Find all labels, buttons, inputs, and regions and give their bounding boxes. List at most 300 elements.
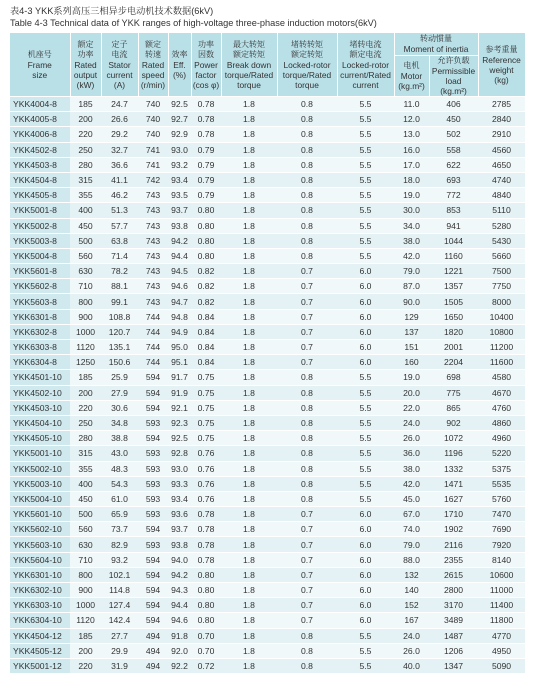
cell-locked-rotor-current-ratio: 5.5 <box>337 385 394 400</box>
cell-power-factor: 0.75 <box>191 415 221 430</box>
table-row <box>10 233 525 248</box>
cell-rated-speed: 594 <box>138 385 168 400</box>
cell-rated-speed: 594 <box>138 552 168 567</box>
cell-motor-inertia: 16.0 <box>394 142 429 157</box>
cell-locked-rotor-current-ratio: 5.5 <box>337 248 394 263</box>
cell-stator-current: 36.6 <box>101 157 138 172</box>
cell-breakdown-ratio: 1.8 <box>221 522 277 537</box>
cell-power-factor: 0.75 <box>191 400 221 415</box>
cell-permissible-load-inertia: 450 <box>429 112 478 127</box>
cell-efficiency: 92.5 <box>168 97 191 112</box>
cell-reference-weight: 11200 <box>478 340 525 355</box>
cell-stator-current: 48.3 <box>101 461 138 476</box>
cell-reference-weight: 7690 <box>478 522 525 537</box>
cell-breakdown-ratio: 1.8 <box>221 507 277 522</box>
cell-power-factor: 0.76 <box>191 461 221 476</box>
cell-breakdown-ratio: 1.8 <box>221 461 277 476</box>
cell-reference-weight: 7500 <box>478 264 525 279</box>
cell-locked-rotor-torque-ratio: 0.8 <box>277 218 337 233</box>
table-row <box>10 97 525 112</box>
cell-locked-rotor-current-ratio: 5.5 <box>337 233 394 248</box>
cell-stator-current: 71.4 <box>101 248 138 263</box>
cell-rated-output: 250 <box>70 415 101 430</box>
cell-locked-rotor-current-ratio: 5.5 <box>337 188 394 203</box>
table-row <box>10 628 525 643</box>
cell-reference-weight: 10600 <box>478 567 525 582</box>
cell-rated-speed: 743 <box>138 218 168 233</box>
cell-power-factor: 0.70 <box>191 643 221 658</box>
cell-stator-current: 27.7 <box>101 628 138 643</box>
cell-motor-inertia: 11.0 <box>394 97 429 112</box>
cell-motor-inertia: 20.0 <box>394 385 429 400</box>
cell-reference-weight: 7920 <box>478 537 525 552</box>
cell-breakdown-ratio: 1.8 <box>221 355 277 370</box>
cell-locked-rotor-torque-ratio: 0.7 <box>277 264 337 279</box>
cell-motor-inertia: 38.0 <box>394 233 429 248</box>
cell-stator-current: 29.9 <box>101 643 138 658</box>
cell-reference-weight: 4760 <box>478 400 525 415</box>
cell-frame-size: YKK6301-10 <box>10 567 70 582</box>
cell-frame-size: YKK5003-10 <box>10 476 70 491</box>
cell-frame-size: YKK5004-10 <box>10 491 70 506</box>
cell-breakdown-ratio: 1.8 <box>221 628 277 643</box>
cell-permissible-load-inertia: 865 <box>429 400 478 415</box>
cell-locked-rotor-current-ratio: 5.5 <box>337 157 394 172</box>
table-row <box>10 461 525 476</box>
cell-rated-speed: 594 <box>138 598 168 613</box>
cell-breakdown-ratio: 1.8 <box>221 491 277 506</box>
cell-permissible-load-inertia: 1357 <box>429 279 478 294</box>
cell-breakdown-ratio: 1.8 <box>221 613 277 628</box>
cell-efficiency: 94.3 <box>168 583 191 598</box>
cell-locked-rotor-torque-ratio: 0.8 <box>277 431 337 446</box>
cell-breakdown-ratio: 1.8 <box>221 233 277 248</box>
table-row <box>10 583 525 598</box>
cell-stator-current: 54.3 <box>101 476 138 491</box>
cell-rated-output: 200 <box>70 643 101 658</box>
table-row <box>10 567 525 582</box>
cell-rated-speed: 741 <box>138 157 168 172</box>
cell-permissible-load-inertia: 406 <box>429 97 478 112</box>
cell-locked-rotor-torque-ratio: 0.8 <box>277 142 337 157</box>
cell-reference-weight: 7750 <box>478 279 525 294</box>
cell-motor-inertia: 42.0 <box>394 476 429 491</box>
cell-locked-rotor-current-ratio: 5.5 <box>337 446 394 461</box>
cell-locked-rotor-current-ratio: 6.0 <box>337 567 394 582</box>
cell-permissible-load-inertia: 1627 <box>429 491 478 506</box>
cell-locked-rotor-current-ratio: 6.0 <box>337 613 394 628</box>
table-row <box>10 127 525 142</box>
cell-rated-output: 560 <box>70 248 101 263</box>
table-row <box>10 112 525 127</box>
cell-locked-rotor-current-ratio: 5.5 <box>337 628 394 643</box>
cell-breakdown-ratio: 1.8 <box>221 248 277 263</box>
cell-frame-size: YKK5001-10 <box>10 446 70 461</box>
cell-rated-output: 400 <box>70 476 101 491</box>
cell-reference-weight: 5090 <box>478 658 525 673</box>
cell-breakdown-ratio: 1.8 <box>221 203 277 218</box>
table-row <box>10 491 525 506</box>
cell-efficiency: 94.6 <box>168 613 191 628</box>
cell-reference-weight: 5375 <box>478 461 525 476</box>
cell-rated-speed: 593 <box>138 415 168 430</box>
cell-breakdown-ratio: 1.8 <box>221 324 277 339</box>
cell-permissible-load-inertia: 3170 <box>429 598 478 613</box>
cell-rated-output: 800 <box>70 567 101 582</box>
cell-frame-size: YKK4004-8 <box>10 97 70 112</box>
cell-frame-size: YKK4005-8 <box>10 112 70 127</box>
cell-stator-current: 99.1 <box>101 294 138 309</box>
table-row <box>10 598 525 613</box>
cell-motor-inertia: 45.0 <box>394 491 429 506</box>
cell-efficiency: 93.0 <box>168 461 191 476</box>
cell-efficiency: 93.5 <box>168 188 191 203</box>
cell-frame-size: YKK6303-8 <box>10 340 70 355</box>
table-row <box>10 370 525 385</box>
cell-stator-current: 38.8 <box>101 431 138 446</box>
cell-power-factor: 0.76 <box>191 446 221 461</box>
cell-reference-weight: 10400 <box>478 309 525 324</box>
table-row <box>10 248 525 263</box>
cell-power-factor: 0.78 <box>191 552 221 567</box>
cell-frame-size: YKK5602-8 <box>10 279 70 294</box>
cell-locked-rotor-current-ratio: 6.0 <box>337 324 394 339</box>
cell-stator-current: 26.6 <box>101 112 138 127</box>
cell-permissible-load-inertia: 693 <box>429 172 478 187</box>
cell-locked-rotor-torque-ratio: 0.8 <box>277 172 337 187</box>
cell-motor-inertia: 90.0 <box>394 294 429 309</box>
cell-frame-size: YKK4504-8 <box>10 172 70 187</box>
cell-reference-weight: 4770 <box>478 628 525 643</box>
cell-frame-size: YKK5004-8 <box>10 248 70 263</box>
cell-frame-size: YKK6304-10 <box>10 613 70 628</box>
header-efficiency: 效率 Eff. (%) <box>168 33 191 97</box>
cell-rated-speed: 743 <box>138 264 168 279</box>
cell-power-factor: 0.82 <box>191 294 221 309</box>
cell-motor-inertia: 19.0 <box>394 188 429 203</box>
cell-frame-size: YKK6304-8 <box>10 355 70 370</box>
cell-efficiency: 94.9 <box>168 324 191 339</box>
cell-reference-weight: 5535 <box>478 476 525 491</box>
cell-rated-speed: 742 <box>138 172 168 187</box>
cell-efficiency: 92.5 <box>168 431 191 446</box>
cell-frame-size: YKK4505-12 <box>10 643 70 658</box>
cell-motor-inertia: 160 <box>394 355 429 370</box>
cell-rated-speed: 494 <box>138 643 168 658</box>
cell-stator-current: 30.6 <box>101 400 138 415</box>
cell-locked-rotor-torque-ratio: 0.8 <box>277 157 337 172</box>
cell-stator-current: 43.0 <box>101 446 138 461</box>
cell-reference-weight: 4670 <box>478 385 525 400</box>
cell-locked-rotor-current-ratio: 5.5 <box>337 491 394 506</box>
cell-locked-rotor-torque-ratio: 0.8 <box>277 461 337 476</box>
cell-locked-rotor-current-ratio: 5.5 <box>337 431 394 446</box>
cell-locked-rotor-current-ratio: 5.5 <box>337 97 394 112</box>
cell-stator-current: 41.1 <box>101 172 138 187</box>
cell-motor-inertia: 34.0 <box>394 218 429 233</box>
table-row <box>10 203 525 218</box>
cell-efficiency: 91.9 <box>168 385 191 400</box>
table-row <box>10 552 525 567</box>
cell-locked-rotor-current-ratio: 5.5 <box>337 142 394 157</box>
cell-locked-rotor-torque-ratio: 0.7 <box>277 355 337 370</box>
cell-motor-inertia: 22.0 <box>394 400 429 415</box>
cell-breakdown-ratio: 1.8 <box>221 567 277 582</box>
cell-frame-size: YKK4503-8 <box>10 157 70 172</box>
cell-locked-rotor-current-ratio: 5.5 <box>337 218 394 233</box>
cell-efficiency: 92.3 <box>168 415 191 430</box>
table-row <box>10 279 525 294</box>
cell-rated-output: 1250 <box>70 355 101 370</box>
cell-breakdown-ratio: 1.8 <box>221 142 277 157</box>
cell-locked-rotor-torque-ratio: 0.7 <box>277 598 337 613</box>
cell-reference-weight: 4960 <box>478 431 525 446</box>
cell-reference-weight: 4580 <box>478 370 525 385</box>
cell-stator-current: 127.4 <box>101 598 138 613</box>
table-row <box>10 643 525 658</box>
cell-permissible-load-inertia: 1650 <box>429 309 478 324</box>
cell-power-factor: 0.72 <box>191 658 221 673</box>
cell-stator-current: 88.1 <box>101 279 138 294</box>
cell-locked-rotor-current-ratio: 6.0 <box>337 522 394 537</box>
cell-efficiency: 92.0 <box>168 643 191 658</box>
cell-frame-size: YKK5601-10 <box>10 507 70 522</box>
cell-reference-weight: 2785 <box>478 97 525 112</box>
cell-motor-inertia: 140 <box>394 583 429 598</box>
cell-permissible-load-inertia: 1206 <box>429 643 478 658</box>
cell-rated-output: 450 <box>70 218 101 233</box>
technical-data-table <box>10 33 526 674</box>
cell-power-factor: 0.80 <box>191 567 221 582</box>
cell-frame-size: YKK5003-8 <box>10 233 70 248</box>
cell-locked-rotor-torque-ratio: 0.8 <box>277 628 337 643</box>
cell-locked-rotor-current-ratio: 5.5 <box>337 415 394 430</box>
cell-rated-speed: 593 <box>138 476 168 491</box>
cell-locked-rotor-torque-ratio: 0.8 <box>277 248 337 263</box>
cell-locked-rotor-current-ratio: 6.0 <box>337 309 394 324</box>
cell-breakdown-ratio: 1.8 <box>221 97 277 112</box>
cell-frame-size: YKK5601-8 <box>10 264 70 279</box>
cell-efficiency: 93.0 <box>168 142 191 157</box>
header-reference-weight: 参考重量 Reference weight (kg) <box>478 33 525 97</box>
cell-rated-output: 220 <box>70 400 101 415</box>
cell-motor-inertia: 18.0 <box>394 172 429 187</box>
cell-rated-output: 280 <box>70 157 101 172</box>
cell-permissible-load-inertia: 853 <box>429 203 478 218</box>
cell-breakdown-ratio: 1.8 <box>221 415 277 430</box>
cell-rated-speed: 593 <box>138 537 168 552</box>
cell-stator-current: 27.9 <box>101 385 138 400</box>
cell-permissible-load-inertia: 2116 <box>429 537 478 552</box>
header-locked-rotor-current: 堵转电流 额定电流 Locked-rotor current/Rated current <box>337 33 394 97</box>
cell-stator-current: 25.9 <box>101 370 138 385</box>
cell-frame-size: YKK4504-12 <box>10 628 70 643</box>
cell-breakdown-ratio: 1.8 <box>221 552 277 567</box>
cell-power-factor: 0.70 <box>191 628 221 643</box>
cell-breakdown-ratio: 1.8 <box>221 264 277 279</box>
cell-stator-current: 114.8 <box>101 583 138 598</box>
cell-stator-current: 29.2 <box>101 127 138 142</box>
cell-stator-current: 61.0 <box>101 491 138 506</box>
table-row <box>10 294 525 309</box>
cell-motor-inertia: 88.0 <box>394 552 429 567</box>
cell-efficiency: 91.8 <box>168 628 191 643</box>
cell-efficiency: 94.6 <box>168 279 191 294</box>
cell-power-factor: 0.84 <box>191 324 221 339</box>
cell-permissible-load-inertia: 1347 <box>429 658 478 673</box>
cell-stator-current: 120.7 <box>101 324 138 339</box>
cell-frame-size: YKK5001-12 <box>10 658 70 673</box>
cell-locked-rotor-torque-ratio: 0.7 <box>277 309 337 324</box>
table-row <box>10 142 525 157</box>
header-breakdown-torque: 最大转矩 额定转矩 Break down torque/Rated torque <box>221 33 277 97</box>
cell-efficiency: 92.7 <box>168 112 191 127</box>
cell-breakdown-ratio: 1.8 <box>221 370 277 385</box>
cell-breakdown-ratio: 1.8 <box>221 127 277 142</box>
cell-locked-rotor-current-ratio: 6.0 <box>337 264 394 279</box>
cell-motor-inertia: 74.0 <box>394 522 429 537</box>
cell-locked-rotor-current-ratio: 5.5 <box>337 203 394 218</box>
table-row <box>10 446 525 461</box>
header-rated-output: 额定 功率 Rated output (kW) <box>70 33 101 97</box>
cell-reference-weight: 4740 <box>478 172 525 187</box>
cell-reference-weight: 2840 <box>478 112 525 127</box>
cell-power-factor: 0.78 <box>191 507 221 522</box>
cell-motor-inertia: 129 <box>394 309 429 324</box>
cell-rated-speed: 594 <box>138 567 168 582</box>
cell-locked-rotor-current-ratio: 6.0 <box>337 537 394 552</box>
cell-locked-rotor-torque-ratio: 0.7 <box>277 324 337 339</box>
cell-efficiency: 92.9 <box>168 127 191 142</box>
table-caption-cn: 表4-3 YKK系列高压三相异步电动机技术数据(6kV) <box>10 6 214 16</box>
cell-permissible-load-inertia: 3489 <box>429 613 478 628</box>
cell-permissible-load-inertia: 902 <box>429 415 478 430</box>
cell-rated-output: 710 <box>70 552 101 567</box>
cell-reference-weight: 5280 <box>478 218 525 233</box>
cell-locked-rotor-torque-ratio: 0.7 <box>277 279 337 294</box>
cell-locked-rotor-torque-ratio: 0.8 <box>277 370 337 385</box>
header-moment-of-inertia: 转动惯量 Moment of inertia <box>394 33 478 56</box>
cell-efficiency: 93.2 <box>168 157 191 172</box>
table-row <box>10 385 525 400</box>
cell-stator-current: 34.8 <box>101 415 138 430</box>
cell-power-factor: 0.78 <box>191 537 221 552</box>
cell-permissible-load-inertia: 1221 <box>429 264 478 279</box>
cell-permissible-load-inertia: 775 <box>429 385 478 400</box>
cell-breakdown-ratio: 1.8 <box>221 157 277 172</box>
cell-frame-size: YKK4502-8 <box>10 142 70 157</box>
cell-frame-size: YKK4505-10 <box>10 431 70 446</box>
cell-power-factor: 0.82 <box>191 279 221 294</box>
cell-reference-weight: 2910 <box>478 127 525 142</box>
cell-motor-inertia: 79.0 <box>394 264 429 279</box>
cell-power-factor: 0.79 <box>191 142 221 157</box>
cell-permissible-load-inertia: 502 <box>429 127 478 142</box>
cell-rated-speed: 594 <box>138 613 168 628</box>
cell-locked-rotor-current-ratio: 5.5 <box>337 127 394 142</box>
cell-power-factor: 0.80 <box>191 613 221 628</box>
cell-reference-weight: 11000 <box>478 583 525 598</box>
cell-efficiency: 92.1 <box>168 400 191 415</box>
cell-rated-output: 800 <box>70 294 101 309</box>
cell-power-factor: 0.80 <box>191 583 221 598</box>
cell-permissible-load-inertia: 1196 <box>429 446 478 461</box>
cell-rated-speed: 594 <box>138 370 168 385</box>
cell-locked-rotor-torque-ratio: 0.8 <box>277 446 337 461</box>
cell-frame-size: YKK5602-10 <box>10 522 70 537</box>
cell-locked-rotor-torque-ratio: 0.8 <box>277 97 337 112</box>
table-row <box>10 172 525 187</box>
table-row <box>10 431 525 446</box>
cell-rated-output: 500 <box>70 233 101 248</box>
cell-motor-inertia: 132 <box>394 567 429 582</box>
cell-rated-output: 450 <box>70 491 101 506</box>
cell-reference-weight: 4840 <box>478 188 525 203</box>
cell-rated-speed: 743 <box>138 188 168 203</box>
cell-locked-rotor-current-ratio: 5.5 <box>337 172 394 187</box>
cell-rated-output: 400 <box>70 203 101 218</box>
table-caption-en: Table 4-3 Technical data of YKK ranges of high-voltage three-phase induction motors(6kV) <box>10 18 377 28</box>
cell-efficiency: 94.8 <box>168 309 191 324</box>
cell-permissible-load-inertia: 1471 <box>429 476 478 491</box>
cell-frame-size: YKK5604-10 <box>10 552 70 567</box>
header-stator-current: 定子 电流 Stator current (A) <box>101 33 138 97</box>
cell-stator-current: 24.7 <box>101 97 138 112</box>
cell-power-factor: 0.75 <box>191 431 221 446</box>
cell-breakdown-ratio: 1.8 <box>221 476 277 491</box>
cell-rated-output: 355 <box>70 188 101 203</box>
cell-reference-weight: 5220 <box>478 446 525 461</box>
cell-permissible-load-inertia: 941 <box>429 218 478 233</box>
cell-frame-size: YKK6302-10 <box>10 583 70 598</box>
cell-motor-inertia: 19.0 <box>394 370 429 385</box>
cell-breakdown-ratio: 1.8 <box>221 218 277 233</box>
cell-rated-output: 315 <box>70 446 101 461</box>
cell-reference-weight: 8000 <box>478 294 525 309</box>
cell-stator-current: 82.9 <box>101 537 138 552</box>
cell-locked-rotor-current-ratio: 5.5 <box>337 643 394 658</box>
cell-frame-size: YKK4502-10 <box>10 385 70 400</box>
cell-locked-rotor-torque-ratio: 0.8 <box>277 491 337 506</box>
table-row <box>10 264 525 279</box>
cell-frame-size: YKK4006-8 <box>10 127 70 142</box>
cell-locked-rotor-torque-ratio: 0.8 <box>277 188 337 203</box>
cell-rated-output: 500 <box>70 507 101 522</box>
cell-breakdown-ratio: 1.8 <box>221 309 277 324</box>
cell-rated-speed: 594 <box>138 583 168 598</box>
cell-rated-speed: 740 <box>138 112 168 127</box>
cell-locked-rotor-current-ratio: 6.0 <box>337 340 394 355</box>
cell-motor-inertia: 24.0 <box>394 415 429 430</box>
cell-efficiency: 93.4 <box>168 491 191 506</box>
cell-breakdown-ratio: 1.8 <box>221 400 277 415</box>
cell-permissible-load-inertia: 1505 <box>429 294 478 309</box>
cell-locked-rotor-current-ratio: 6.0 <box>337 552 394 567</box>
cell-breakdown-ratio: 1.8 <box>221 294 277 309</box>
cell-locked-rotor-torque-ratio: 0.8 <box>277 476 337 491</box>
cell-breakdown-ratio: 1.8 <box>221 172 277 187</box>
cell-power-factor: 0.78 <box>191 127 221 142</box>
cell-breakdown-ratio: 1.8 <box>221 340 277 355</box>
cell-rated-speed: 744 <box>138 309 168 324</box>
cell-efficiency: 94.4 <box>168 598 191 613</box>
cell-locked-rotor-torque-ratio: 0.7 <box>277 552 337 567</box>
cell-motor-inertia: 152 <box>394 598 429 613</box>
cell-reference-weight: 5760 <box>478 491 525 506</box>
cell-rated-output: 185 <box>70 97 101 112</box>
cell-locked-rotor-torque-ratio: 0.8 <box>277 400 337 415</box>
cell-rated-output: 630 <box>70 537 101 552</box>
